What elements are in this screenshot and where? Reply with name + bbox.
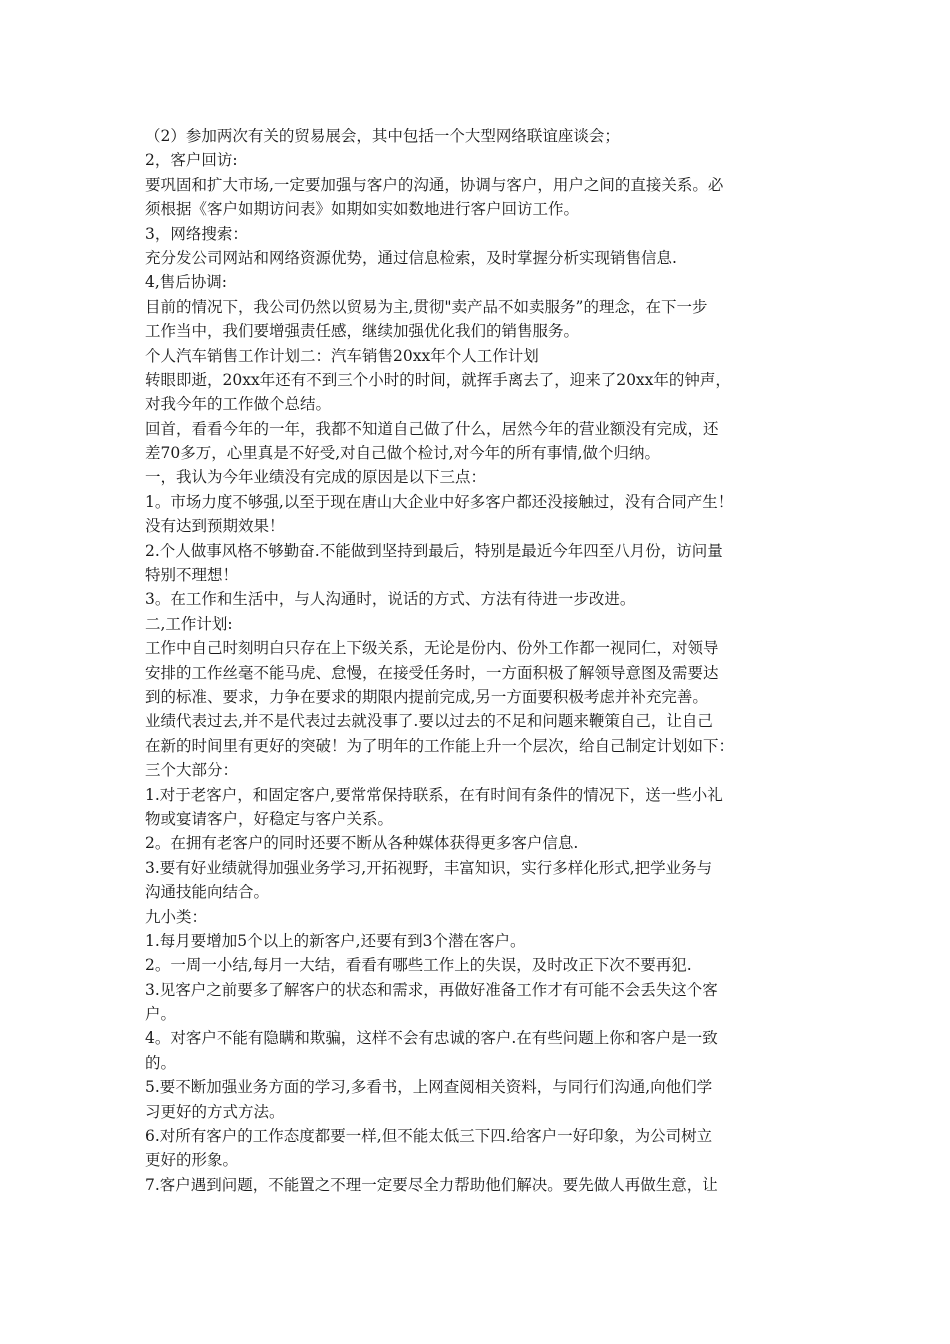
text-line: 对我今年的工作做个总结。 xyxy=(145,395,332,414)
text-line: 户。 xyxy=(145,1005,177,1024)
text-line: 习更好的方式方法。 xyxy=(145,1102,285,1121)
text-line: 4,售后协调: xyxy=(145,273,228,292)
text-line: 6.对所有客户的工作态度都要一样,但不能太低三下四.给客户一好印象，为公司树立 xyxy=(145,1127,713,1146)
text-line: 安排的工作丝毫不能马虎、怠慢，在接受任务时，一方面积极了解领导意图及需要达 xyxy=(145,663,719,682)
text-line: 须根据《客户如期访问表》如期如实如数地进行客户回访工作。 xyxy=(145,200,580,219)
text-line: 1.每月要增加5个以上的新客户,还要有到3个潜在客户。 xyxy=(145,931,526,950)
text-line: 没有达到预期效果！ xyxy=(145,517,285,536)
text-line: 3.要有好业绩就得加强业务学习,开拓视野，丰富知识，实行多样化形式,把学业务与 xyxy=(145,858,713,877)
text-line: 2，客户回访: xyxy=(145,151,238,170)
text-line: 4。对客户不能有隐瞒和欺骗，这样不会有忠诚的客户.在有些问题上你和客户是一致 xyxy=(145,1029,718,1048)
text-line: 5.要不断加强业务方面的学习,多看书，上网查阅相关资料，与同行们沟通,向他们学 xyxy=(145,1078,713,1097)
text-line: 二,工作计划: xyxy=(145,614,233,633)
text-line: 2。一周一小结,每月一大结，看看有哪些工作上的失误，及时改正下次不要再犯. xyxy=(145,956,692,975)
text-line: 差70多万，心里真是不好受,对自己做个检讨,对今年的所有事情,做个归纳。 xyxy=(145,444,661,463)
text-line: 特别不理想！ xyxy=(145,566,239,585)
text-line: 7.客户遇到问题，不能置之不理一定要尽全力帮助他们解决。要先做人再做生意，让 xyxy=(145,1175,718,1194)
text-line: 3。在工作和生活中，与人沟通时，说话的方式、方法有待进一步改进。 xyxy=(145,590,636,609)
text-line: 个人汽车销售工作计划二：汽车销售20xx年个人工作计划 xyxy=(145,346,539,365)
text-line: 物或宴请客户，好稳定与客户关系。 xyxy=(145,809,394,828)
text-line: 充分发公司网站和网络资源优势，通过信息检索，及时掌握分析实现销售信息. xyxy=(145,248,677,267)
text-line: 的。 xyxy=(145,1053,177,1072)
text-line: 3，网络搜索： xyxy=(145,224,248,243)
text-line: 三个大部分： xyxy=(145,761,239,780)
text-line: 2。在拥有老客户的同时还要不断从各种媒体获得更多客户信息. xyxy=(145,834,579,853)
text-line: 1。市场力度不够强,以至于现在唐山大企业中好多客户都还没接触过，没有合同产生！ xyxy=(145,492,734,511)
text-line: 更好的形象。 xyxy=(145,1151,239,1170)
document-body xyxy=(145,124,810,1197)
text-line: 转眼即逝，20xx年还有不到三个小时的时间，就挥手离去了，迎来了20xx年的钟声， xyxy=(145,370,731,389)
text-line: 3.见客户之前要多了解客户的状态和需求，再做好准备工作才有可能不会丢失这个客 xyxy=(145,980,718,999)
text-line: 九小类： xyxy=(145,907,208,926)
text-line: 到的标准、要求，力争在要求的期限内提前完成,另一方面要积极考虑并补充完善。 xyxy=(145,687,708,706)
text-line: 1.对于老客户，和固定客户,要常常保持联系，在有时间有条件的情况下，送一些小礼 xyxy=(145,785,723,804)
text-line: 要巩固和扩大市场,一定要加强与客户的沟通，协调与客户，用户之间的直接关系。必 xyxy=(145,175,724,194)
text-line: （2）参加两次有关的贸易展会，其中包括一个大型网络联谊座谈会； xyxy=(145,127,620,145)
text-line: 业绩代表过去,并不是代表过去就没事了.要以过去的不足和问题来鞭策自己，让自己 xyxy=(145,712,713,731)
text-line: 在新的时间里有更好的突破！为了明年的工作能上升一个层次，给自己制定计划如下： xyxy=(145,736,735,755)
text-line: 工作当中，我们要增强责任感，继续加强优化我们的销售服务。 xyxy=(145,322,580,341)
text-line: 目前的情况下，我公司仍然以贸易为主,贯彻"卖产品不如卖服务”的理念，在下一步 xyxy=(145,297,708,316)
text-line: 回首，看看今年的一年，我都不知道自己做了什么，居然今年的营业额没有完成，还 xyxy=(145,419,719,438)
text-line: 沟通技能向结合。 xyxy=(145,883,270,902)
text-line: 一，我认为今年业绩没有完成的原因是以下三点： xyxy=(145,468,487,487)
text-line: 2.个人做事风格不够勤奋.不能做到坚持到最后，特别是最近今年四至八月份，访问量 xyxy=(145,541,723,560)
text-line: 工作中自己时刻明白只存在上下级关系，无论是份内、份外工作都一视同仁，对领导 xyxy=(145,639,719,658)
